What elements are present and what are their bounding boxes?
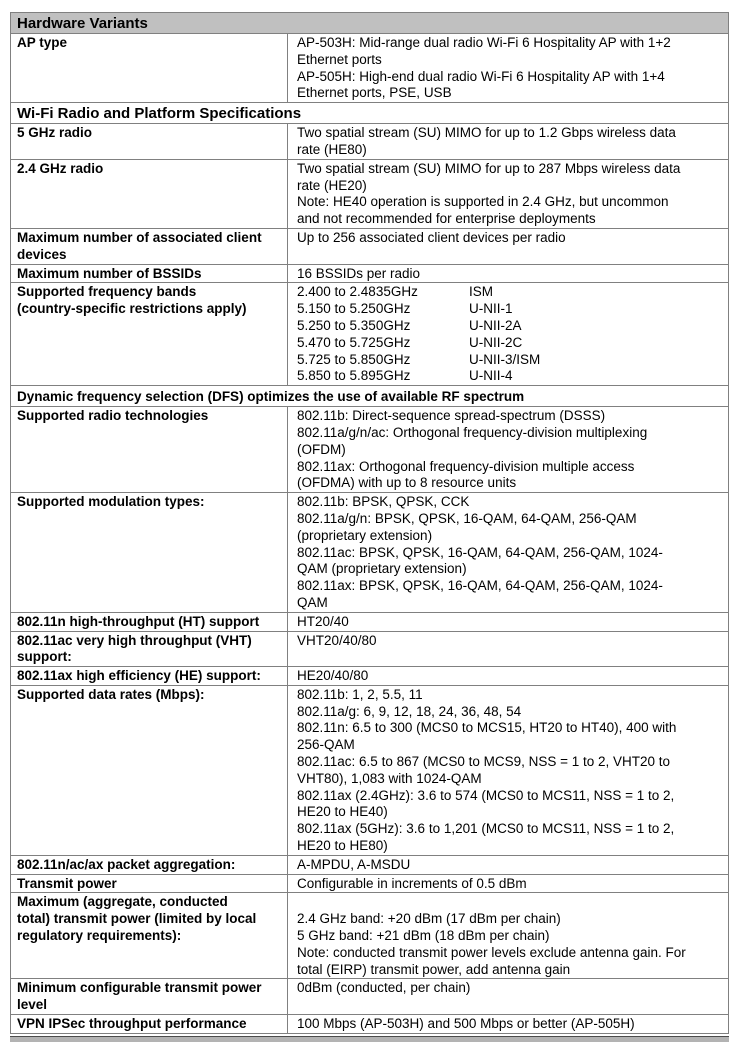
spec-label bbox=[11, 283, 288, 385]
label-line: Maximum number of BSSIDs bbox=[17, 265, 202, 281]
value-line: HE20/40/80 bbox=[297, 668, 369, 684]
value-line: (proprietary extension) bbox=[297, 527, 433, 543]
value-line: 802.11n: 6.5 to 300 (MCS0 to MCS15, HT20 to HT40), 400 with bbox=[297, 720, 677, 736]
spec-label bbox=[11, 407, 288, 492]
section-title: Wi-Fi Radio and Platform Specifications bbox=[17, 105, 302, 123]
value-line: 802.11b: Direct-sequence spread-spectrum (DSSS) bbox=[297, 408, 606, 424]
band-range: 5.250 to 5.350GHz bbox=[297, 317, 411, 333]
spec-row bbox=[11, 667, 728, 686]
band-name: U-NII-3/ISM bbox=[469, 351, 541, 367]
value-line: and not recommended for enterprise deployments bbox=[297, 211, 596, 227]
value-line: 0dBm (conducted, per chain) bbox=[297, 980, 471, 996]
value-line: Configurable in increments of 0.5 dBm bbox=[297, 875, 527, 891]
band-line bbox=[297, 318, 722, 335]
value-line: Ethernet ports bbox=[297, 51, 382, 67]
label-line: 5 GHz radio bbox=[17, 125, 93, 141]
spec-row bbox=[11, 875, 728, 894]
value-line: QAM (proprietary extension) bbox=[297, 561, 467, 577]
value-line: 2.4 GHz band: +20 dBm (17 dBm per chain) bbox=[297, 911, 561, 927]
band-range: 5.850 to 5.895GHz bbox=[297, 368, 411, 384]
spec-row bbox=[11, 613, 728, 632]
section-title: Dynamic frequency selection (DFS) optimizes the use of available RF spectrum bbox=[17, 389, 525, 405]
spec-table bbox=[10, 12, 729, 1034]
spec-row bbox=[11, 407, 728, 493]
spec-row bbox=[11, 1015, 728, 1034]
spec-label bbox=[11, 493, 288, 612]
band-range: 5.150 to 5.250GHz bbox=[297, 301, 411, 317]
spec-value bbox=[288, 283, 728, 385]
band-name: U-NII-4 bbox=[469, 368, 513, 384]
label-line: support: bbox=[17, 649, 72, 665]
spec-value bbox=[288, 686, 728, 855]
spec-row bbox=[11, 686, 728, 856]
section-header-row bbox=[11, 103, 728, 124]
value-line: (OFDM) bbox=[297, 441, 346, 457]
spec-value bbox=[288, 34, 728, 102]
band-name: U-NII-1 bbox=[469, 301, 513, 317]
band-range: 2.400 to 2.4835GHz bbox=[297, 284, 418, 300]
spec-label bbox=[11, 667, 288, 685]
value-line: QAM bbox=[297, 594, 328, 610]
value-line: HE20 to HE40) bbox=[297, 804, 388, 820]
value-line: 802.11ax (5GHz): 3.6 to 1,201 (MCS0 to MCS11, NSS = 1 to 2, bbox=[297, 821, 675, 837]
band-range: 5.470 to 5.725GHz bbox=[297, 334, 411, 350]
spec-value bbox=[288, 1015, 728, 1033]
section-header-row bbox=[11, 13, 728, 34]
spec-label bbox=[11, 265, 288, 283]
value-line: rate (HE80) bbox=[297, 141, 367, 157]
spec-label bbox=[11, 893, 288, 978]
spec-label bbox=[11, 875, 288, 893]
band-name: U-NII-2A bbox=[469, 317, 522, 333]
spec-row bbox=[11, 124, 728, 160]
spec-row bbox=[11, 160, 728, 229]
band-line bbox=[297, 284, 722, 301]
spec-value bbox=[288, 856, 728, 874]
page bbox=[10, 12, 729, 1042]
value-line: 802.11b: 1, 2, 5.5, 11 bbox=[297, 686, 423, 702]
value-line: 802.11a/g: 6, 9, 12, 18, 24, 36, 48, 54 bbox=[297, 703, 522, 719]
value-line: 802.11ac: 6.5 to 867 (MCS0 to MCS9, NSS = 1 to 2, VHT20 to bbox=[297, 754, 671, 770]
spec-value bbox=[288, 229, 728, 264]
spec-row bbox=[11, 856, 728, 875]
value-line: total (EIRP) transmit power, add antenna gain bbox=[297, 961, 571, 977]
band-name: ISM bbox=[469, 284, 494, 300]
spec-row bbox=[11, 893, 728, 979]
spec-row bbox=[11, 632, 728, 668]
band-line bbox=[297, 335, 722, 352]
value-line: HT20/40 bbox=[297, 613, 349, 629]
spec-label bbox=[11, 34, 288, 102]
label-line: 2.4 GHz radio bbox=[17, 160, 104, 176]
band-line bbox=[297, 352, 722, 369]
spec-row bbox=[11, 265, 728, 284]
value-line: A-MPDU, A-MSDU bbox=[297, 856, 411, 872]
band-line bbox=[297, 368, 722, 385]
section-title: Hardware Variants bbox=[17, 15, 148, 32]
value-line: 5 GHz band: +21 dBm (18 dBm per chain) bbox=[297, 928, 550, 944]
spec-label bbox=[11, 229, 288, 264]
label-line: total) transmit power (limited by local bbox=[17, 911, 257, 927]
value-line: Ethernet ports, PSE, USB bbox=[297, 85, 452, 101]
label-line: Supported radio technologies bbox=[17, 408, 209, 424]
value-line: 802.11ac: BPSK, QPSK, 16-QAM, 64-QAM, 256-QAM, 1024- bbox=[297, 544, 663, 560]
value-line: VHT20/40/80 bbox=[297, 632, 377, 648]
value-line: 802.11ax: BPSK, QPSK, 16-QAM, 64-QAM, 256-QAM, 1024- bbox=[297, 578, 663, 594]
spec-value bbox=[288, 124, 728, 159]
value-line: 802.11a/g/n: BPSK, QPSK, 16-QAM, 64-QAM, 256-QAM bbox=[297, 510, 637, 526]
spec-label bbox=[11, 613, 288, 631]
spec-value bbox=[288, 979, 728, 1014]
label-line: Maximum number of associated client bbox=[17, 229, 262, 245]
section-header-row bbox=[11, 386, 728, 407]
value-line: HE20 to HE80) bbox=[297, 838, 388, 854]
label-line: 802.11ax high efficiency (HE) support: bbox=[17, 668, 261, 684]
spec-value bbox=[288, 875, 728, 893]
value-line: 802.11ax: Orthogonal frequency-division multiple access bbox=[297, 458, 635, 474]
spec-label bbox=[11, 160, 288, 228]
label-line: Supported modulation types: bbox=[17, 494, 205, 510]
value-line: Two spatial stream (SU) MIMO for up to 1.2 Gbps wireless data bbox=[297, 125, 676, 141]
value-line: (OFDMA) with up to 8 resource units bbox=[297, 475, 517, 491]
spec-value bbox=[288, 407, 728, 492]
spec-row bbox=[11, 34, 728, 103]
value-line: 802.11b: BPSK, QPSK, CCK bbox=[297, 494, 470, 510]
band-name: U-NII-2C bbox=[469, 334, 523, 350]
label-line: Supported frequency bands bbox=[17, 284, 197, 300]
value-line: AP-503H: Mid-range dual radio Wi-Fi 6 Hospitality AP with 1+2 bbox=[297, 35, 671, 50]
label-line: 802.11n high-throughput (HT) support bbox=[17, 613, 260, 629]
spec-row bbox=[11, 283, 728, 386]
value-line: Two spatial stream (SU) MIMO for up to 287 Mbps wireless data bbox=[297, 160, 681, 176]
value-line: Up to 256 associated client devices per radio bbox=[297, 229, 566, 245]
label-line: 802.11ac very high throughput (VHT) bbox=[17, 632, 252, 648]
value-line: 802.11ax (2.4GHz): 3.6 to 574 (MCS0 to MCS11, NSS = 1 to 2, bbox=[297, 787, 675, 803]
spec-row bbox=[11, 979, 728, 1015]
value-line: AP-505H: High-end dual radio Wi-Fi 6 Hospitality AP with 1+4 bbox=[297, 68, 665, 84]
value-line: rate (HE20) bbox=[297, 177, 367, 193]
value-line bbox=[297, 894, 722, 911]
spec-label bbox=[11, 124, 288, 159]
value-line: Note: HE40 operation is supported in 2.4 GHz, but uncommon bbox=[297, 194, 669, 210]
label-line: 802.11n/ac/ax packet aggregation: bbox=[17, 856, 236, 872]
value-line: 100 Mbps (AP-503H) and 500 Mbps or better (AP-505H) bbox=[297, 1016, 635, 1032]
spec-label bbox=[11, 856, 288, 874]
label-line: Maximum (aggregate, conducted bbox=[17, 894, 228, 910]
label-line: VPN IPSec throughput performance bbox=[17, 1016, 247, 1032]
spec-label bbox=[11, 686, 288, 855]
value-line: 256-QAM bbox=[297, 737, 355, 753]
label-line: Transmit power bbox=[17, 875, 117, 891]
spec-label bbox=[11, 1015, 288, 1033]
label-line: Minimum configurable transmit power bbox=[17, 980, 262, 996]
label-line: regulatory requirements): bbox=[17, 928, 182, 944]
spec-value bbox=[288, 613, 728, 631]
spec-value bbox=[288, 493, 728, 612]
spec-value bbox=[288, 265, 728, 283]
value-line: 16 BSSIDs per radio bbox=[297, 265, 421, 281]
label-line: AP type bbox=[17, 35, 68, 50]
label-line: Supported data rates (Mbps): bbox=[17, 686, 205, 702]
spec-label bbox=[11, 632, 288, 667]
label-line: devices bbox=[17, 246, 67, 262]
spec-label bbox=[11, 979, 288, 1014]
value-line: 802.11a/g/n/ac: Orthogonal frequency-division multiplexing bbox=[297, 424, 648, 440]
spec-value bbox=[288, 632, 728, 667]
value-line: Note: conducted transmit power levels exclude antenna gain. For bbox=[297, 944, 686, 960]
spec-value bbox=[288, 893, 728, 978]
label-line: (country-specific restrictions apply) bbox=[17, 301, 247, 317]
spec-value bbox=[288, 160, 728, 228]
band-range: 5.725 to 5.850GHz bbox=[297, 351, 411, 367]
label-line: level bbox=[17, 997, 48, 1013]
band-line bbox=[297, 301, 722, 318]
spec-row bbox=[11, 229, 728, 265]
spec-row bbox=[11, 493, 728, 613]
value-line: VHT80), 1,083 with 1024-QAM bbox=[297, 770, 482, 786]
spec-value bbox=[288, 667, 728, 685]
